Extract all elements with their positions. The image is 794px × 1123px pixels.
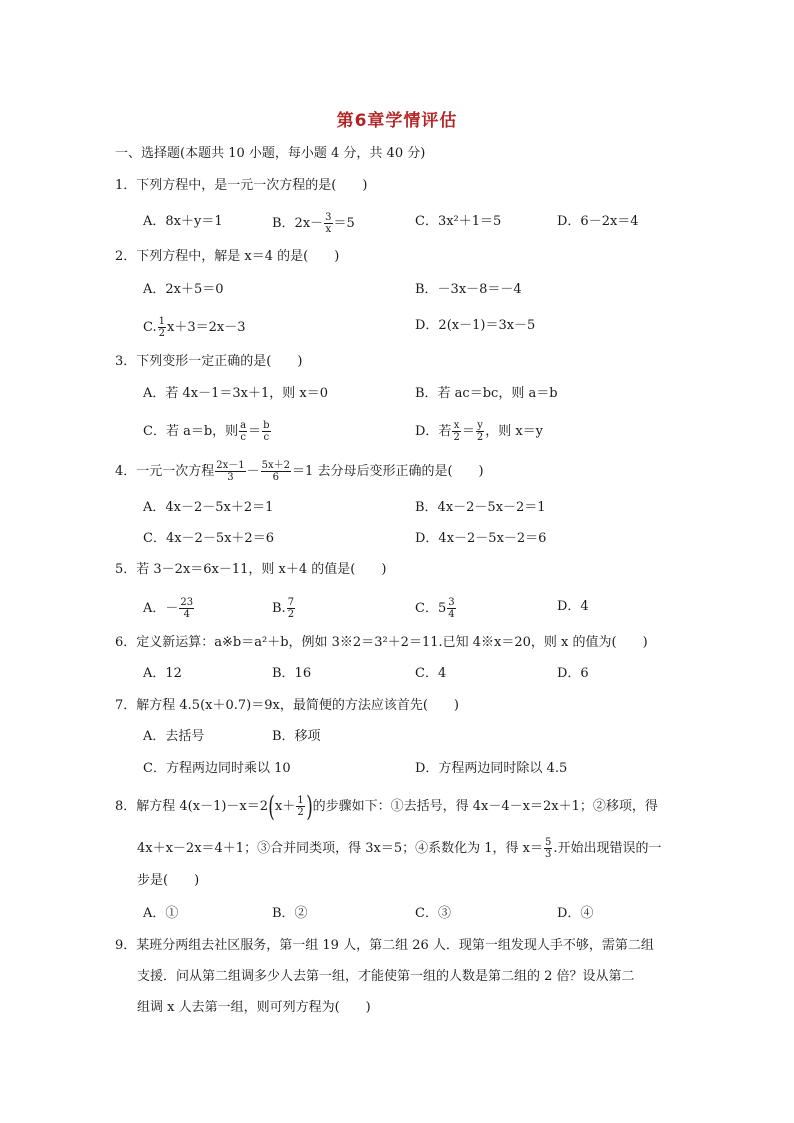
question-3-option-a: A．若 4x－1＝3x＋1，则 x＝0 — [143, 386, 329, 401]
fraction: $\frac{23}{4}$ — [180, 597, 194, 620]
question-9-line-3: 组调 x 人去第一组，则可列方程为( ) — [137, 1000, 371, 1015]
question-3-option-b: B．若 ac＝bc，则 a＝b — [415, 386, 558, 401]
question-8-line-2: 4x＋x－2x＝4＋1；③合并同类项，得 3x＝5；④系数化为 1，得 x＝ $\frac{5}{3}$ .开始出现错误的一 — [137, 837, 662, 860]
question-9-line-2: 支援．问从第二组调多少人去第一组，才能使第一组的人数是第二组的 2 倍？设从第二 — [137, 969, 635, 984]
fraction: $\frac{5x+2}{6}$ — [261, 460, 291, 483]
question-5-option-d: D．4 — [557, 599, 589, 614]
question-8-option-a: A．① — [143, 906, 179, 921]
question-3-stem: 3．下列变形一定正确的是( ) — [115, 354, 303, 369]
fraction: $\frac{3}{4}$ — [448, 597, 455, 620]
fraction: $\frac{b}{c}$ — [263, 420, 270, 443]
question-8-option-b: B．② — [272, 906, 308, 921]
fraction: $\frac{2x-1}{3}$ — [216, 460, 245, 483]
question-5-option-a: A．－ $\frac{23}{4}$ — [143, 597, 194, 620]
question-7-option-c: C．方程两边同时乘以 10 — [143, 761, 291, 776]
question-2-option-b: B．－3x－8＝－4 — [415, 282, 522, 297]
page-title: 第6章学情评估 — [336, 111, 458, 131]
fraction: $\frac{x}{2}$ — [453, 420, 460, 443]
question-7-option-d: D．方程两边同时除以 4.5 — [415, 761, 568, 776]
fraction: $\frac{1}{2}$ — [297, 795, 304, 818]
question-1-option-c: C．3x²＋1＝5 — [415, 214, 502, 229]
question-3-option-d: D．若 $\frac{x}{2}$ ＝ $\frac{y}{2}$ ，则 x＝y — [415, 420, 544, 443]
question-6-option-c: C．4 — [415, 666, 447, 681]
section-heading: 一、选择题(本题共 10 小题，每小题 4 分，共 40 分) — [115, 146, 426, 161]
question-4-stem: 4．一元一次方程 $\frac{2x-1}{3}$ － $\frac{5x+2}{6}$ ＝1 去分母后变形正确的是( ) — [115, 460, 484, 483]
question-5-option-c: C．5 $\frac{3}{4}$ — [415, 597, 455, 620]
fraction: $\frac{5}{3}$ — [544, 837, 552, 860]
question-5-option-b: B. $\frac{7}{2}$ — [272, 597, 295, 620]
question-5-stem: 5．若 3－2x＝6x－11，则 x＋4 的值是( ) — [115, 562, 387, 577]
question-4-option-d: D．4x－2－5x－2＝6 — [415, 531, 547, 546]
question-6-option-d: D．6 — [557, 666, 589, 681]
fraction: $\frac{a}{c}$ — [240, 420, 247, 443]
question-8-option-d: D．④ — [557, 906, 594, 921]
question-1-option-a: A．8x＋y＝1 — [143, 214, 223, 229]
question-1-stem: 1．下列方程中，是一元一次方程的是( ) — [115, 178, 368, 193]
question-8-line-1: 8．解方程 4(x－1)－x＝2(x＋ $\frac{1}{2}$ )的步骤如下：①去括号，得 4x－4－x＝2x＋1；②移项，得 — [115, 789, 658, 823]
fraction: $\frac{7}{2}$ — [287, 597, 295, 620]
question-2-stem: 2．下列方程中，解是 x＝4 的是( ) — [115, 249, 340, 264]
question-8-line-3: 步是( ) — [137, 873, 200, 888]
question-7-option-b: B．移项 — [272, 729, 321, 744]
question-3-option-c: C．若 a＝b，则 $\frac{a}{c}$ ＝ $\frac{b}{c}$ — [143, 420, 270, 443]
question-9-line-1: 9．某班分两组去社区服务，第一组 19 人，第二组 26 人．现第一组发现人手不够，需第二组 — [115, 938, 654, 953]
question-6-stem: 6．定义新运算：a※b＝a²＋b，例如 3※2＝3²＋2＝11.已知 4※x＝20，则 x 的值为( ) — [115, 635, 648, 650]
question-7-option-a: A．去括号 — [143, 729, 205, 744]
fraction: $\frac{1}{2}$ — [158, 316, 165, 339]
question-7-stem: 7．解方程 4.5(x＋0.7)＝9x，最简便的方法应该首先( ) — [115, 698, 459, 713]
question-4-option-c: C．4x－2－5x＋2＝6 — [143, 531, 274, 546]
question-1-option-d: D．6－2x＝4 — [557, 214, 639, 229]
fraction: $\frac{3}{x}$ — [325, 212, 332, 235]
question-6-option-a: A．12 — [143, 666, 182, 681]
question-2-option-c: C. $\frac{1}{2}$ x＋3＝2x－3 — [143, 316, 246, 339]
question-1-option-b: B．2x－ $\frac{3}{x}$ ＝5 — [272, 212, 355, 235]
question-6-option-b: B．16 — [272, 666, 312, 681]
question-2-option-d: D．2(x－1)＝3x－5 — [415, 318, 536, 333]
question-4-option-a: A．4x－2－5x＋2＝1 — [143, 500, 274, 515]
question-8-option-c: C．③ — [415, 906, 451, 921]
question-2-option-a: A．2x＋5＝0 — [143, 282, 224, 297]
fraction: $\frac{y}{2}$ — [476, 420, 484, 443]
question-4-option-b: B．4x－2－5x－2＝1 — [415, 500, 546, 515]
